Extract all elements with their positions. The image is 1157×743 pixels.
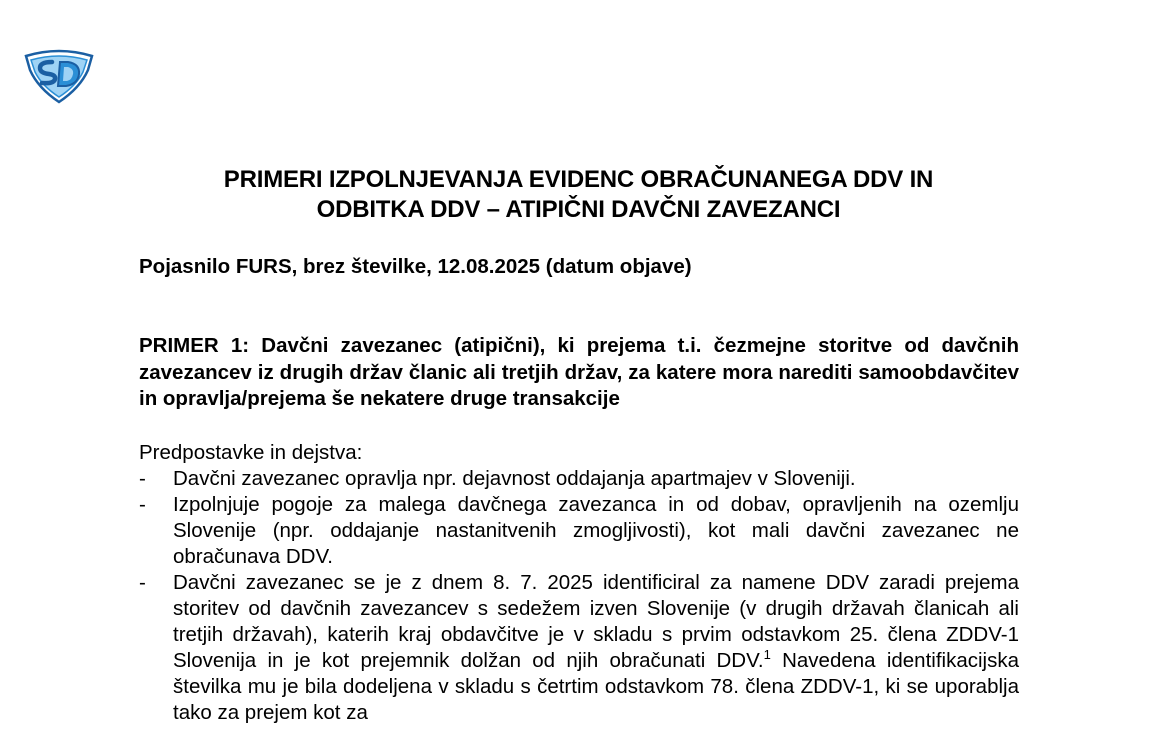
document-title: [100, 165, 1057, 225]
publisher-logo-icon: [22, 48, 96, 104]
list-item-text: Izpolnjuje pogoje za malega davčnega zavezanca in od dobav, opravljenih na ozemlju Slovenije (npr. oddajanje nastanitvenih zmogljivosti), kot mali davčni zavezanec ne obračunava DDV.: [173, 493, 1019, 568]
footnote-reference[interactable]: 1: [763, 647, 771, 662]
text-after-footnote: Navedena identifikacijska številka mu je bila dodeljena v skladu s četrtim odstavkom 78. člena ZDDV-1, ki se uporablja tako za prejem kot za: [173, 649, 1019, 724]
facts-heading: Predpostavke in dejstva:: [139, 441, 363, 464]
text-before-footnote: Davčni zavezanec se je z dnem 8. 7. 2025 identificiral za namene DDV zaradi prejema storitev od davčnih zavezancev s sedežem izven Slovenije (v drugih državah članicah ali tretjih državah), katerih kraj obdavčitve je v skladu s prvim odstavkom 25. člena ZDDV-1 Slovenija in je kot prejemnik dolžan od njih obračunati DDV.: [173, 571, 1019, 672]
title-line-2: ODBITKA DDV – ATIPIČNI DAVČNI ZAVEZANCI: [316, 196, 841, 223]
bullet-dash: -: [139, 493, 146, 516]
source-line: Pojasnilo FURS, brez številke, 12.08.2025 (datum objave): [139, 255, 692, 278]
primer-heading: PRIMER 1: Davčni zavezanec (atipični), ki prejema t.i. čezmejne storitve od davčnih zavezancev iz drugih držav članic ali tretjih držav, za katere mora narediti samoobdavčitev in opravlja/prejema še nekatere druge transakcije: [139, 334, 1019, 410]
bullet-dash: -: [139, 571, 146, 594]
bullet-dash: -: [139, 467, 146, 490]
list-item-text: Davčni zavezanec opravlja npr. dejavnost oddajanja apartmajev v Sloveniji.: [173, 467, 856, 490]
list-item: [139, 570, 1019, 726]
facts-list: [139, 466, 1019, 726]
list-item: [139, 466, 1019, 492]
list-item-text: [173, 571, 1019, 724]
title-line-1: PRIMERI IZPOLNJEVANJA EVIDENC OBRAČUNANEGA DDV IN: [223, 166, 934, 193]
list-item: [139, 492, 1019, 570]
